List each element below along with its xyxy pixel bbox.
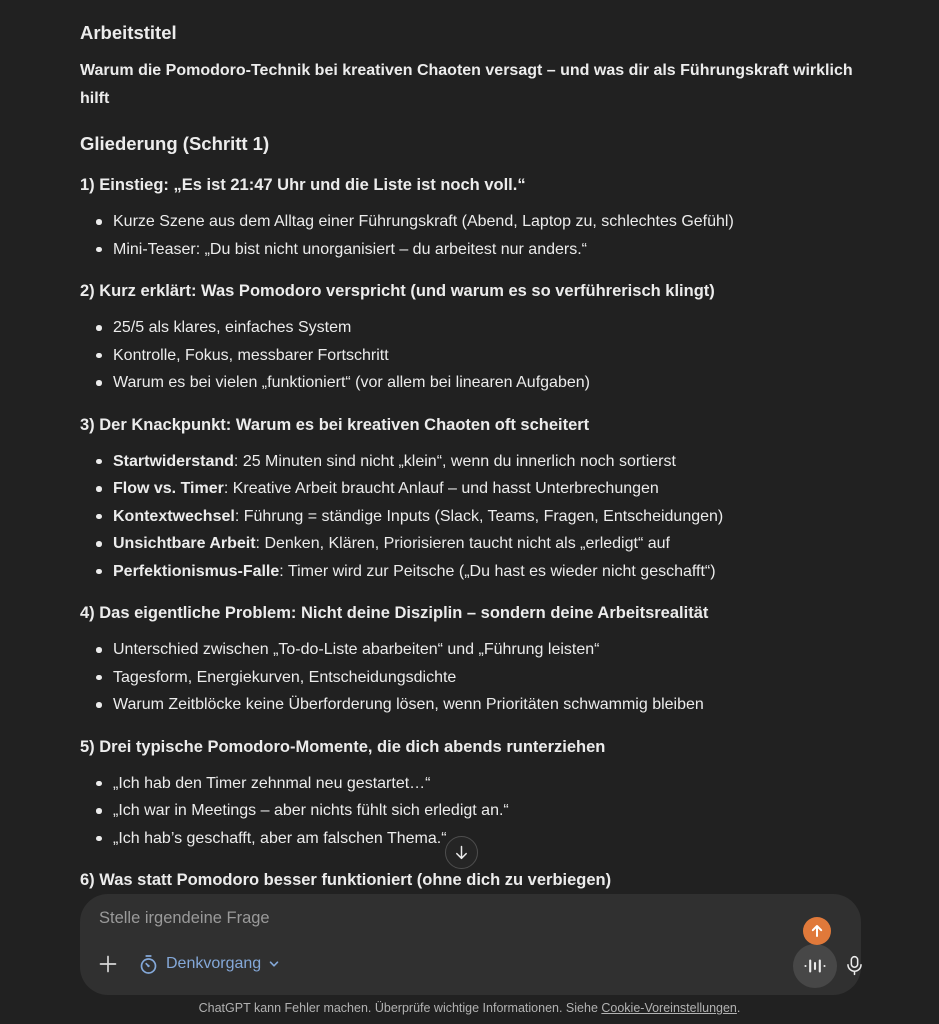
scroll-to-bottom-button[interactable] xyxy=(445,836,478,869)
chat-input[interactable]: Stelle irgendeine Frage xyxy=(99,909,270,927)
bullet-item: Unsichtbare Arbeit: Denken, Klären, Priorisieren taucht nicht als „erledigt“ auf xyxy=(113,530,861,558)
bullet-item: Kontextwechsel: Führung = ständige Inputs (Slack, Teams, Fragen, Entscheidungen) xyxy=(113,503,861,531)
waveform-icon xyxy=(802,955,828,977)
bullet-item: „Ich hab den Timer zehnmal neu gestartet…“ xyxy=(113,770,861,798)
bullet-list xyxy=(80,314,861,397)
thinking-mode-label: Denkvorgang xyxy=(166,955,262,972)
arrow-up-icon xyxy=(809,923,825,939)
chat-composer xyxy=(80,894,861,995)
bullet-item: „Ich war in Meetings – aber nichts fühlt sich erledigt an.“ xyxy=(113,797,861,825)
cookie-settings-link[interactable]: Cookie-Voreinstellungen xyxy=(601,1001,737,1015)
voice-mode-button[interactable] xyxy=(793,944,837,988)
bullet-list xyxy=(80,208,861,263)
send-button[interactable] xyxy=(803,917,831,945)
section-heading: 2) Kurz erklärt: Was Pomodoro verspricht (und warum es so verführerisch klingt) xyxy=(80,282,715,300)
dictate-button[interactable] xyxy=(841,952,867,978)
bullet-item: 25/5 als klares, einfaches System xyxy=(113,314,861,342)
disclaimer-suffix: . xyxy=(736,1001,741,1015)
attach-button[interactable] xyxy=(95,951,121,977)
bullet-item: Startwiderstand: 25 Minuten sind nicht „klein“, wenn du innerlich noch sortierst xyxy=(113,448,861,476)
disclaimer-text: ChatGPT kann Fehler machen. Überprüfe wichtige Informationen. Siehe xyxy=(198,1001,602,1015)
bullet-list xyxy=(80,636,861,719)
outline-heading: Gliederung (Schritt 1) xyxy=(80,133,270,154)
bullet-item: Kontrolle, Fokus, messbarer Fortschritt xyxy=(113,342,861,370)
section-heading: 5) Drei typische Pomodoro-Momente, die dich abends runterziehen xyxy=(80,737,606,756)
stopwatch-icon xyxy=(138,954,159,975)
section-heading: 6) Was statt Pomodoro besser funktioniert (ohne dich zu verbiegen) xyxy=(80,871,612,889)
bullet-list xyxy=(80,448,861,586)
plus-icon xyxy=(97,953,119,975)
bullet-item: Warum Zeitblöcke keine Überforderung lösen, wenn Prioritäten schwammig bleiben xyxy=(113,691,861,719)
bullet-item: Flow vs. Timer: Kreative Arbeit braucht Anlauf – und hasst Unterbrechungen xyxy=(113,475,861,503)
disclaimer xyxy=(0,1001,939,1015)
bullet-item: Perfektionismus-Falle: Timer wird zur Peitsche („Du hast es wieder nicht geschafft“) xyxy=(113,558,861,586)
bullet-item: Tagesform, Energiekurven, Entscheidungsdichte xyxy=(113,664,861,692)
thinking-mode-button[interactable] xyxy=(126,945,292,983)
working-title: Warum die Pomodoro-Technik bei kreativen Chaoten versagt – und was dir als Führungskraft wirklich hilft xyxy=(80,62,853,107)
bullet-item: Unterschied zwischen „To-do-Liste abarbeiten“ und „Führung leisten“ xyxy=(113,636,861,664)
assistant-message xyxy=(80,0,861,919)
section-heading: 1) Einstieg: „Es ist 21:47 Uhr und die Liste ist noch voll.“ xyxy=(80,176,526,194)
section-heading: 4) Das eigentliche Problem: Nicht deine Disziplin – sondern deine Arbeitsrealität xyxy=(80,604,709,622)
bullet-item: „Ich hab’s geschafft, aber am falschen Thema.“ xyxy=(113,825,861,853)
microphone-icon xyxy=(843,954,866,977)
section-heading: 3) Der Knackpunkt: Warum es bei kreativen Chaoten oft scheitert xyxy=(80,415,590,434)
page-title: Arbeitstitel xyxy=(80,22,177,43)
chevron-down-icon xyxy=(268,958,280,970)
arrow-down-icon xyxy=(453,844,470,861)
bullet-item: Warum es bei vielen „funktioniert“ (vor allem bei linearen Aufgaben) xyxy=(113,369,861,397)
sections xyxy=(80,172,861,919)
bullet-item: Mini-Teaser: „Du bist nicht unorganisiert – du arbeitest nur anders.“ xyxy=(113,236,861,264)
bullet-item: Kurze Szene aus dem Alltag einer Führungskraft (Abend, Laptop zu, schlechtes Gefühl) xyxy=(113,208,861,236)
